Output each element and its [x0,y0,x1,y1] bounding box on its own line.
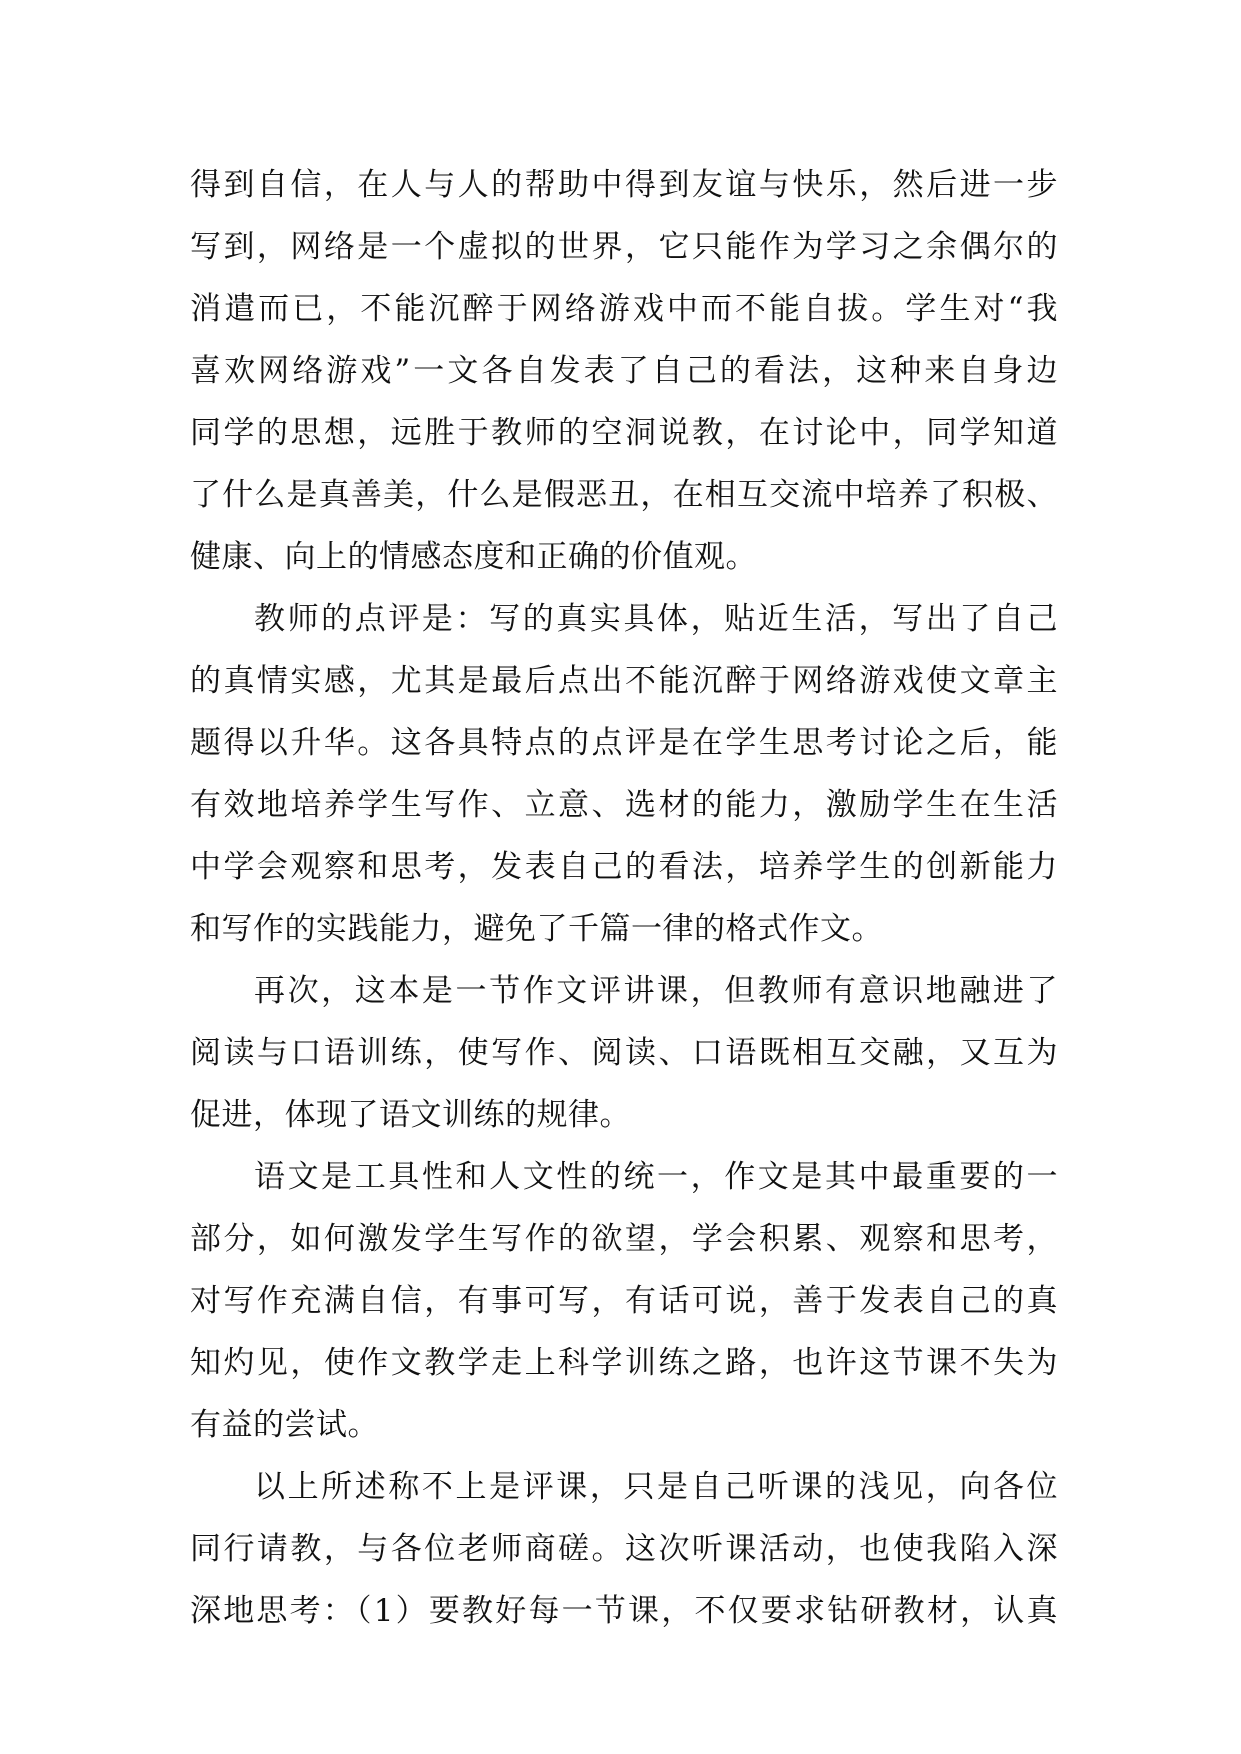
text-line: 同行请教，与各位老师商磋。这次听课活动，也使我陷入深 [190,1531,1058,1567]
text-line: 再次，这本是一节作文评讲课，但教师有意识地融进了 [254,973,1058,1009]
text-line: 教师的点评是：写的真实具体，贴近生活，写出了自己 [254,601,1058,637]
text-line: 题得以升华。这各具特点的点评是在学生思考讨论之后，能 [190,725,1058,761]
text-line: 了什么是真善美，什么是假恶丑，在相互交流中培养了积极、 [190,477,1058,513]
text-line: 的真情实感，尤其是最后点出不能沉醉于网络游戏使文章主 [190,663,1058,699]
text-line: 以上所述称不上是评课，只是自己听课的浅见，向各位 [254,1469,1058,1505]
text-line: 语文是工具性和人文性的统一，作文是其中最重要的一 [254,1159,1058,1195]
text-line: 同学的思想，远胜于教师的空洞说教，在讨论中，同学知道 [190,415,1058,451]
text-line: 部分，如何激发学生写作的欲望，学会积累、观察和思考， [190,1221,1058,1257]
text-line: 对写作充满自信，有事可写，有话可说，善于发表自己的真 [190,1283,1058,1319]
text-line: 中学会观察和思考，发表自己的看法，培养学生的创新能力 [190,849,1058,885]
text-line: 写到，网络是一个虚拟的世界，它只能作为学习之余偶尔的 [190,229,1058,265]
text-line: 得到自信，在人与人的帮助中得到友谊与快乐，然后进一步 [190,167,1058,203]
text-line: 和写作的实践能力，避免了千篇一律的格式作文。 [190,911,883,947]
text-line: 知灼见，使作文教学走上科学训练之路，也许这节课不失为 [190,1345,1058,1381]
text-line: 促进，体现了语文训练的规律。 [190,1097,631,1133]
text-line: 阅读与口语训练，使写作、阅读、口语既相互交融，又互为 [190,1035,1058,1071]
text-line: 消遣而已，不能沉醉于网络游戏中而不能自拔。学生对“我 [190,291,1058,327]
text-line: 健康、向上的情感态度和正确的价值观。 [190,539,757,575]
text-line: 有益的尝试。 [190,1407,379,1443]
body-text [190,154,1058,1642]
text-line: 喜欢网络游戏”一文各自发表了自己的看法，这种来自身边 [190,353,1058,389]
text-line: 有效地培养学生写作、立意、选材的能力，激励学生在生活 [190,787,1058,823]
text-line: 深地思考：（1）要教好每一节课，不仅要求钻研教材，认真 [190,1593,1058,1629]
